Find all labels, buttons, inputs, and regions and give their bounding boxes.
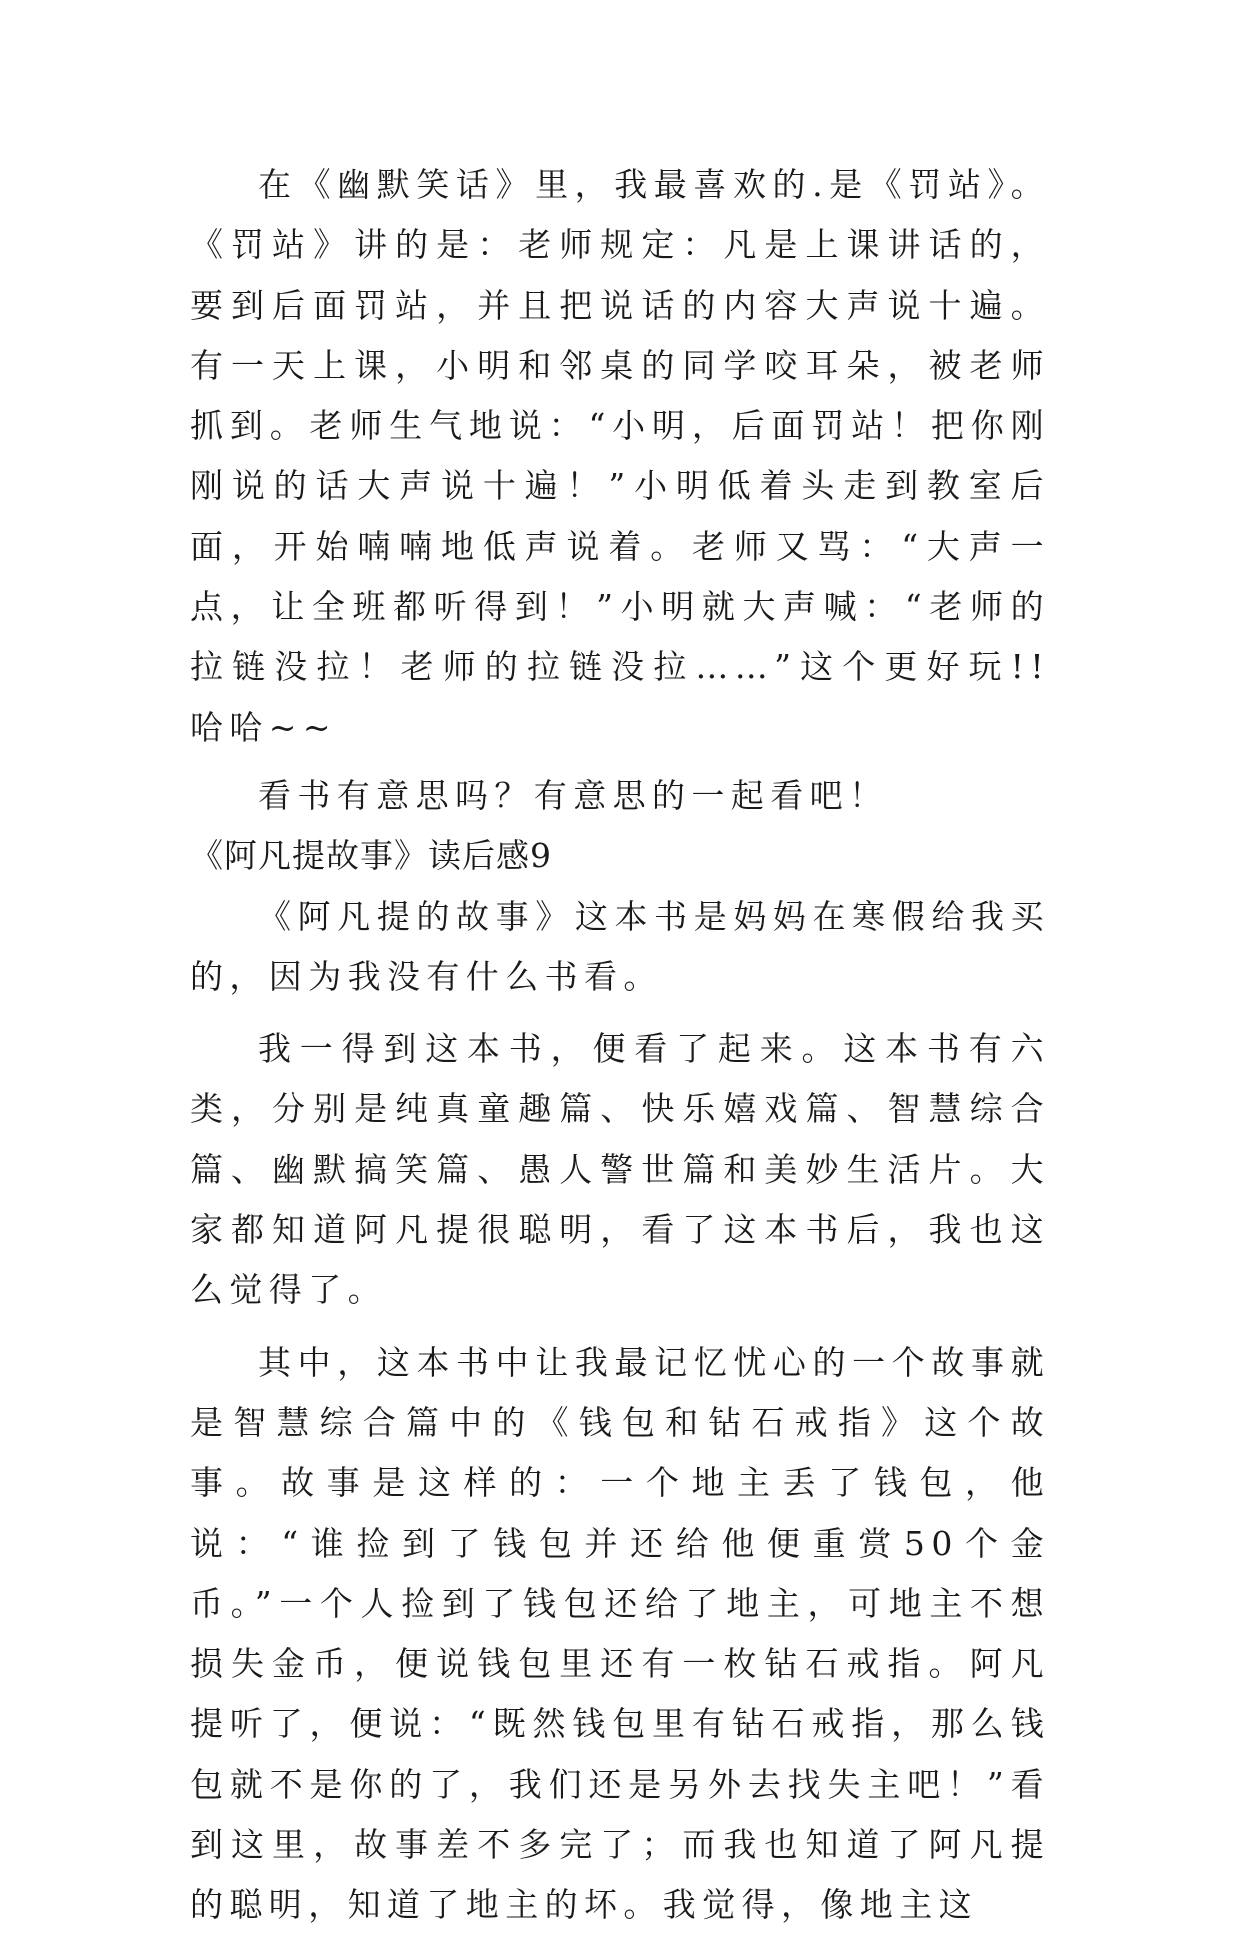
- paragraph-intro: 《阿凡提的故事》这本书是妈妈在寒假给我买的，因为我没有什么书看。: [190, 896, 1050, 996]
- paragraph-spacer: [190, 1007, 1050, 1019]
- paragraph-story: 其中，这本书中让我最记忆忧心的一个故事就是智慧综合篇中的《钱包和钻石戒指》这个故事。故事是这样的：一个地主丢了钱包，他说：“谁捡到了钱包并还给他便重赏50个金币。”一个人捡到了钱包还给了地主，可地主不想损失金币，便说钱包里还有一枚钻石戒指。阿凡提听了，便说：“既然钱包里有钻石戒指，那么钱包就不是你的了，我们还是另外去找失主吧！”看到这里，故事差不多完了；而我也知道了阿凡提的聪明，知道了地主的坏。我觉得，像地主这: [190, 1342, 1050, 1925]
- paragraph-spacer: [190, 1321, 1050, 1333]
- paragraph-categories: 我一得到这本书，便看了起来。这本书有六类，分别是纯真童趣篇、快乐嬉戏篇、智慧综合篇、幽默搞笑篇、愚人警世篇和美妙生活片。大家都知道阿凡提很聪明，看了这本书后，我也这么觉得了。: [190, 1029, 1050, 1310]
- document-page: [190, 155, 1067, 1936]
- paragraph-invite: 看书有意思吗？有意思的一起看吧！: [258, 775, 889, 815]
- paragraph-joke: 在《幽默笑话》里，我最喜欢的.是《罚站》。《罚站》讲的是：老师规定：凡是上课讲话的，要到后面罚站，并且把说话的内容大声说十遍。有一天上课，小明和邻桌的同学咬耳朵，被老师抓到。老师生气地说：“小明，后面罚站！把你刚刚说的话大声说十遍！”小明低着头走到教室后面，开始喃喃地低声说着。老师又骂：“大声一点，让全班都听得到！”小明就大声喊：“老师的拉链没拉！老师的拉链没拉……”这个更好玩!! 哈哈~~: [190, 165, 1067, 747]
- section-heading: 《阿凡提故事》读后感9: [190, 836, 552, 876]
- paragraph-spacer: [190, 758, 1050, 766]
